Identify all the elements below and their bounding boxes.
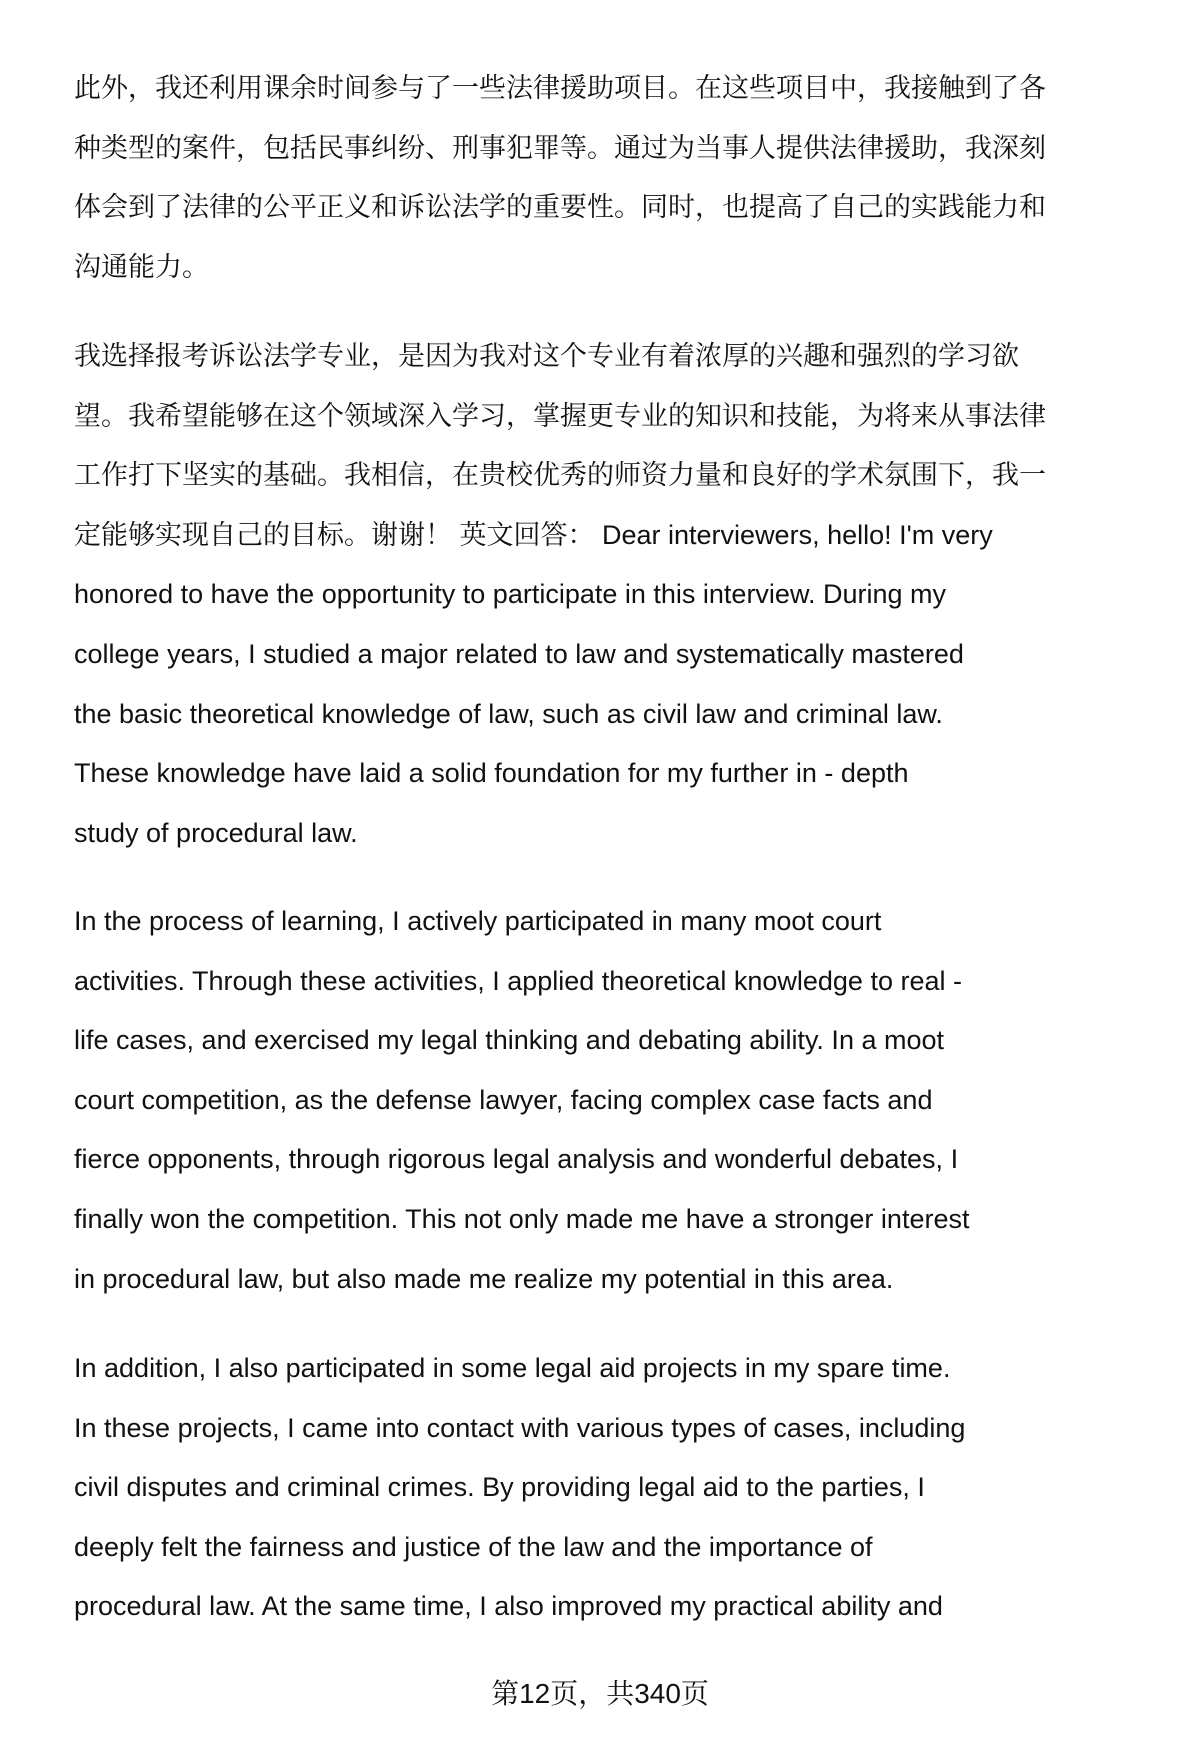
paragraph-2 xyxy=(74,327,1164,863)
paragraph-3 xyxy=(74,892,1164,1309)
text-line: In these projects, I came into contact with various types of cases, including xyxy=(74,1412,966,1443)
text-line: fierce opponents, through rigorous legal analysis and wonderful debates, I xyxy=(74,1144,959,1175)
text-line: 沟通能力。 xyxy=(74,251,209,282)
text-line: These knowledge have laid a solid foundation for my further in - depth xyxy=(74,758,909,789)
text-line: court competition, as the defense lawyer, facing complex case facts and xyxy=(74,1084,933,1115)
text-line: finally won the competition. This not only made me have a stronger interest xyxy=(74,1203,970,1234)
text-line: life cases, and exercised my legal thinking and debating ability. In a moot xyxy=(74,1025,944,1056)
text-line: In the process of learning, I actively participated in many moot court xyxy=(74,906,882,936)
text-line: procedural law. At the same time, I also improved my practical ability and xyxy=(74,1591,943,1622)
text-line: 我选择报考诉讼法学专业，是因为我对这个专业有着浓厚的兴趣和强烈的学习欲 xyxy=(74,341,1019,371)
text-line: in procedural law, but also made me realize my potential in this area. xyxy=(74,1263,894,1294)
text-line: the basic theoretical knowledge of law, such as civil law and criminal law. xyxy=(74,698,943,729)
text-line: activities. Through these activities, I applied theoretical knowledge to real - xyxy=(74,965,962,996)
paragraph-4 xyxy=(74,1339,1164,1637)
page-number: 第12页，共340页 xyxy=(491,1678,709,1709)
text-line: 此外，我还利用课余时间参与了一些法律援助项目。在这些项目中，我接触到了各 xyxy=(74,73,1046,103)
text-line: 望。我希望能够在这个领域深入学习，掌握更专业的知识和技能，为将来从事法律 xyxy=(74,400,1046,431)
text-line: honored to have the opportunity to participate in this interview. During my xyxy=(74,579,946,610)
text-line: 体会到了法律的公平正义和诉讼法学的重要性。同时，也提高了自己的实践能力和 xyxy=(74,192,1046,223)
text-line: 种类型的案件，包括民事纠纷、刑事犯罪等。通过为当事人提供法律援助，我深刻 xyxy=(74,132,1046,163)
text-line: In addition, I also participated in some legal aid projects in my spare time. xyxy=(74,1353,951,1383)
text-line: civil disputes and criminal crimes. By providing legal aid to the parties, I xyxy=(74,1472,925,1503)
paragraph-1 xyxy=(74,59,1164,297)
text-line: 工作打下坚实的基础。我相信，在贵校优秀的师资力量和良好的学术氛围下，我一 xyxy=(74,460,1046,491)
text-line: deeply felt the fairness and justice of the law and the importance of xyxy=(74,1531,873,1562)
text-line: college years, I studied a major related to law and systematically mastered xyxy=(74,638,964,669)
text-line: 定能够实现自己的目标。谢谢！ 英文回答： Dear interviewers, hello! I'm very xyxy=(74,519,993,550)
text-line: study of procedural law. xyxy=(74,817,358,848)
